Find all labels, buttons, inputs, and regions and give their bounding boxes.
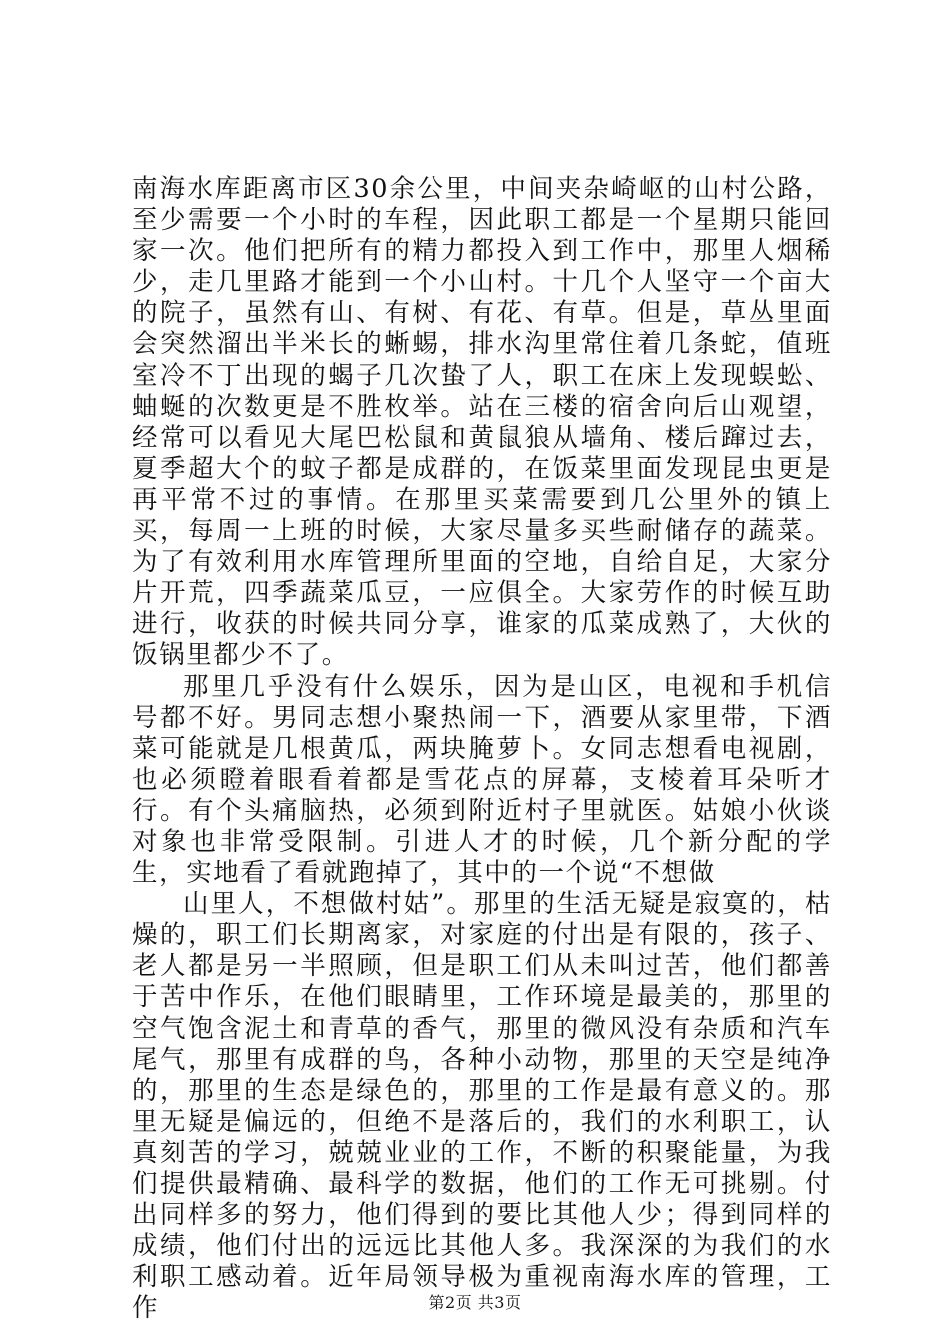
paragraph-1: 南海水库距离市区30余公里，中间夹杂崎岖的山村公路，至少需要一个小时的车程，因此职工都是一个星期只能回家一次。他们把所有的精力都投入到工作中，那里人烟稀少，走几里路才能到一个小山村。十几个人坚守一个亩大的院子，虽然有山、有树、有花、有草。但是，草丛里面会突然溜出半米长的蜥蜴，排水沟里常住着几条蛇，值班室冷不丁出现的蝎子几次蛰了人，职工在床上发现蜈蚣、蚰蜒的次数更是不胜枚举。站在三楼的宿舍向后山观望，经常可以看见大尾巴松鼠和黄鼠狼从墙角、楼后蹿过去，夏季超大个的蚊子都是成群的，在饭菜里面发现昆虫更是再平常不过的事情。在那里买菜需要到几公里外的镇上买，每周一上班的时候，大家尽量多买些耐储存的蔬菜。为了有效利用水库管理所里面的空地，自给自足，大家分片开荒，四季蔬菜瓜豆，一应俱全。大家劳作的时候互助进行，收获的时候共同分享，谁家的瓜菜成熟了，大伙的饭锅里都少不了。 — [132, 174, 832, 671]
page-footer: 第2页 共3页 — [428, 1293, 522, 1312]
document-body — [132, 174, 832, 1324]
paragraph-2: 那里几乎没有什么娱乐，因为是山区，电视和手机信号都不好。男同志想小聚热闹一下，酒要从家里带，下酒菜可能就是几根黄瓜，两块腌萝卜。女同志想看电视剧，也必须瞪着眼看着都是雪花点的屏幕，支棱着耳朵听才行。有个头痛脑热，必须到附近村子里就医。姑娘小伙谈对象也非常受限制。引进人才的时候，几个新分配的学生，实地看了看就跑掉了，其中的一个说“不想做 — [132, 671, 832, 889]
paragraph-3: 山里人，不想做村姑”。那里的生活无疑是寂寞的，枯燥的，职工们长期离家，对家庭的付出是有限的，孩子、老人都是另一半照顾，但是职工们从未叫过苦，他们都善于苦中作乐，在他们眼睛里，工作环境是最美的，那里的空气饱含泥土和青草的香气，那里的微风没有杂质和汽车尾气，那里有成群的鸟，各种小动物，那里的天空是纯净的，那里的生态是绿色的，那里的工作是最有意义的。那里无疑是偏远的，但绝不是落后的，我们的水利职工，认真刻苦的学习，兢兢业业的工作，不断的积聚能量，为我们提供最精确、最科学的数据，他们的工作无可挑剔。付出同样多的努力，他们得到的要比其他人少；得到同样的成绩，他们付出的远远比其他人多。我深深的为我们的水利职工感动着。近年局领导极为重视南海水库的管理，工作 — [132, 889, 832, 1324]
